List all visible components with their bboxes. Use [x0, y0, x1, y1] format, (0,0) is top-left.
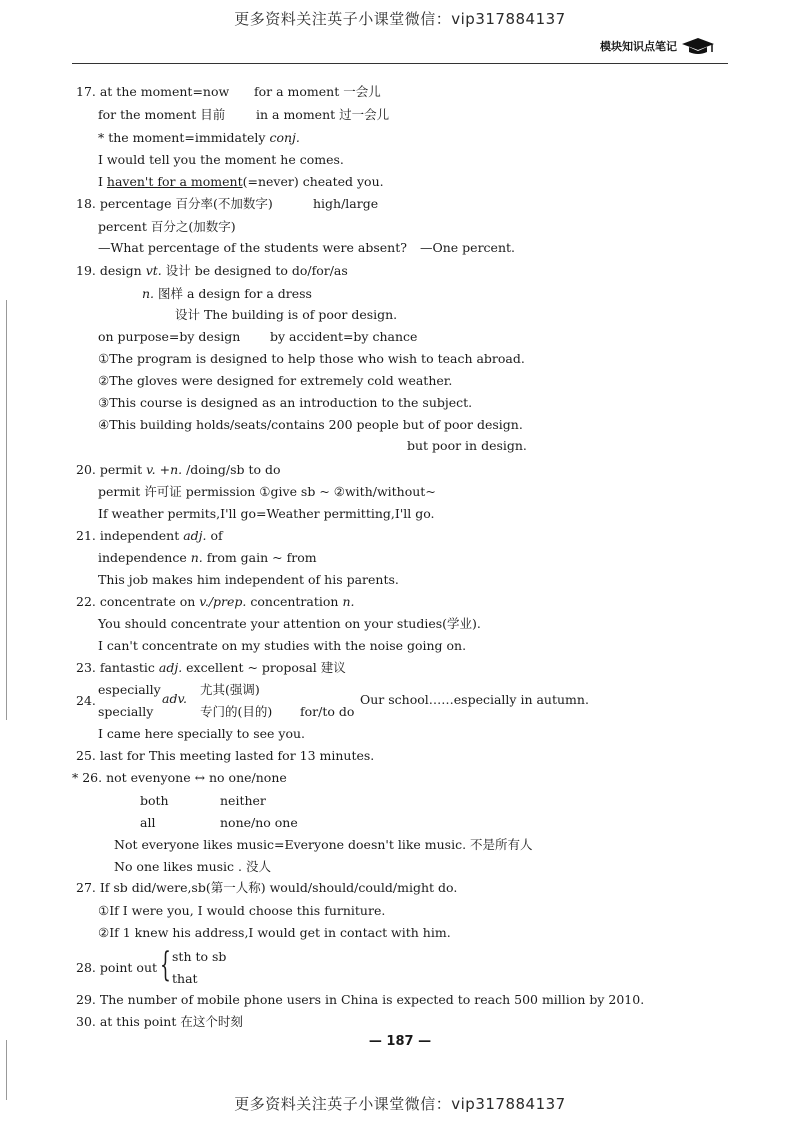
- scan-margin-line: [6, 1040, 7, 1100]
- note-19-example-3: ③This course is designed as an introduction to the subject.: [98, 395, 473, 410]
- note-22-line2: You should concentrate your attention on your studies(学业).: [98, 616, 481, 631]
- note-20-line1: 20. permit v. +n. /doing/sb to do: [76, 462, 281, 477]
- note-26-line5: No one likes music . 没人: [114, 859, 271, 874]
- note-26-both: both: [140, 793, 169, 808]
- note-26-all: all: [140, 815, 156, 830]
- note-17-line2: for the moment 目前 in a moment 过一会儿: [98, 107, 390, 122]
- note-28-option-2: that: [172, 971, 198, 986]
- note-29-line1: 29. The number of mobile phone users in China is expected to reach 500 million by 2010.: [76, 992, 645, 1007]
- note-22-line1: 22. concentrate on v./prep. concentration n.: [76, 594, 355, 609]
- note-25-line1: 25. last for This meeting lasted for 13 minutes.: [76, 748, 375, 763]
- note-28-option-1: sth to sb: [172, 949, 227, 964]
- note-24-word-specially: specially: [98, 704, 154, 719]
- note-19-line3: 设计 The building is of poor design.: [175, 307, 398, 322]
- note-24-number: 24.: [76, 693, 96, 708]
- footer-watermark: 更多资料关注英子小课堂微信：vip317884137: [234, 1095, 566, 1113]
- header-badge: [600, 36, 725, 56]
- scan-margin-line: [6, 300, 7, 720]
- note-19-example-4: ④This building holds/seats/contains 200 people but of poor design.: [98, 417, 523, 432]
- note-17-line5: I haven't for a moment(=never) cheated you.: [98, 174, 384, 189]
- note-19-example-2: ②The gloves were designed for extremely cold weather.: [98, 373, 453, 388]
- note-27-example-2: ②If 1 knew his address,I would get in contact with him.: [98, 925, 451, 940]
- note-21-line2: independence n. from gain ~ from: [98, 550, 317, 565]
- note-19-example-1: ①The program is designed to help those who wish to teach abroad.: [98, 351, 525, 366]
- note-22-line3: I can't concentrate on my studies with the noise going on.: [98, 638, 467, 653]
- note-24-word-especially: especially: [98, 682, 161, 697]
- note-24-meaning-2: 专门的(目的): [200, 704, 273, 719]
- note-21-line3: This job makes him independent of his parents.: [98, 572, 399, 587]
- note-27-line1: 27. If sb did/were,sb(第一人称) would/should/could/might do.: [76, 880, 458, 895]
- page-number: — 187 —: [368, 1034, 432, 1049]
- note-27-example-1: ①If I were you, I would choose this furniture.: [98, 903, 386, 918]
- note-26-line4: Not everyone likes music=Everyone doesn't like music. 不是所有人: [114, 837, 533, 852]
- note-23-line1: 23. fantastic adj. excellent ~ proposal 建议: [76, 660, 346, 675]
- note-24-usage: for/to do: [300, 704, 355, 719]
- note-24-line3: I came here specially to see you.: [98, 726, 305, 741]
- note-28-brace: {: [160, 945, 171, 985]
- note-20-line2: permit 许可证 permission ①give sb ~ ②with/without~: [98, 484, 436, 499]
- note-17-line1: 17. at the moment=now for a moment 一会儿: [76, 84, 381, 99]
- note-19-example-4b: but poor in design.: [407, 438, 527, 453]
- note-17-line3: * the moment=immidately conj.: [98, 130, 300, 145]
- note-30-line1: 30. at this point 在这个时刻: [76, 1014, 243, 1029]
- note-24-meaning-1: 尤其(强调): [200, 682, 260, 697]
- note-18-line1: 18. percentage 百分率(不加数字) high/large: [76, 196, 379, 211]
- note-26-none: none/no one: [220, 815, 298, 830]
- note-19-line4: on purpose=by design by accident=by chance: [98, 329, 418, 344]
- note-18-line3: —What percentage of the students were absent? —One percent.: [98, 240, 515, 255]
- note-26-neither: neither: [220, 793, 266, 808]
- note-24-example: Our school……especially in autumn.: [360, 692, 589, 707]
- note-28-label: 28. point out: [76, 960, 158, 975]
- note-17-line4: I would tell you the moment he comes.: [98, 152, 344, 167]
- note-21-line1: 21. independent adj. of: [76, 528, 223, 543]
- note-19-line1: 19. design vt. 设计 be designed to do/for/as: [76, 263, 348, 278]
- note-20-line3: If weather permits,I'll go=Weather permitting,I'll go.: [98, 506, 435, 521]
- header-rule: [72, 63, 728, 64]
- note-26-line1: * 26. not evenyone ↔ no one/none: [72, 770, 287, 785]
- badge-label: 模块知识点笔记: [600, 40, 677, 53]
- note-18-line2: percent 百分之(加数字): [98, 219, 236, 234]
- header-watermark: 更多资料关注英子小课堂微信：vip317884137: [234, 10, 566, 28]
- graduation-cap-icon: [681, 37, 715, 55]
- note-24-pos: adv.: [162, 691, 188, 706]
- note-19-line2: n. 图样 a design for a dress: [142, 286, 312, 301]
